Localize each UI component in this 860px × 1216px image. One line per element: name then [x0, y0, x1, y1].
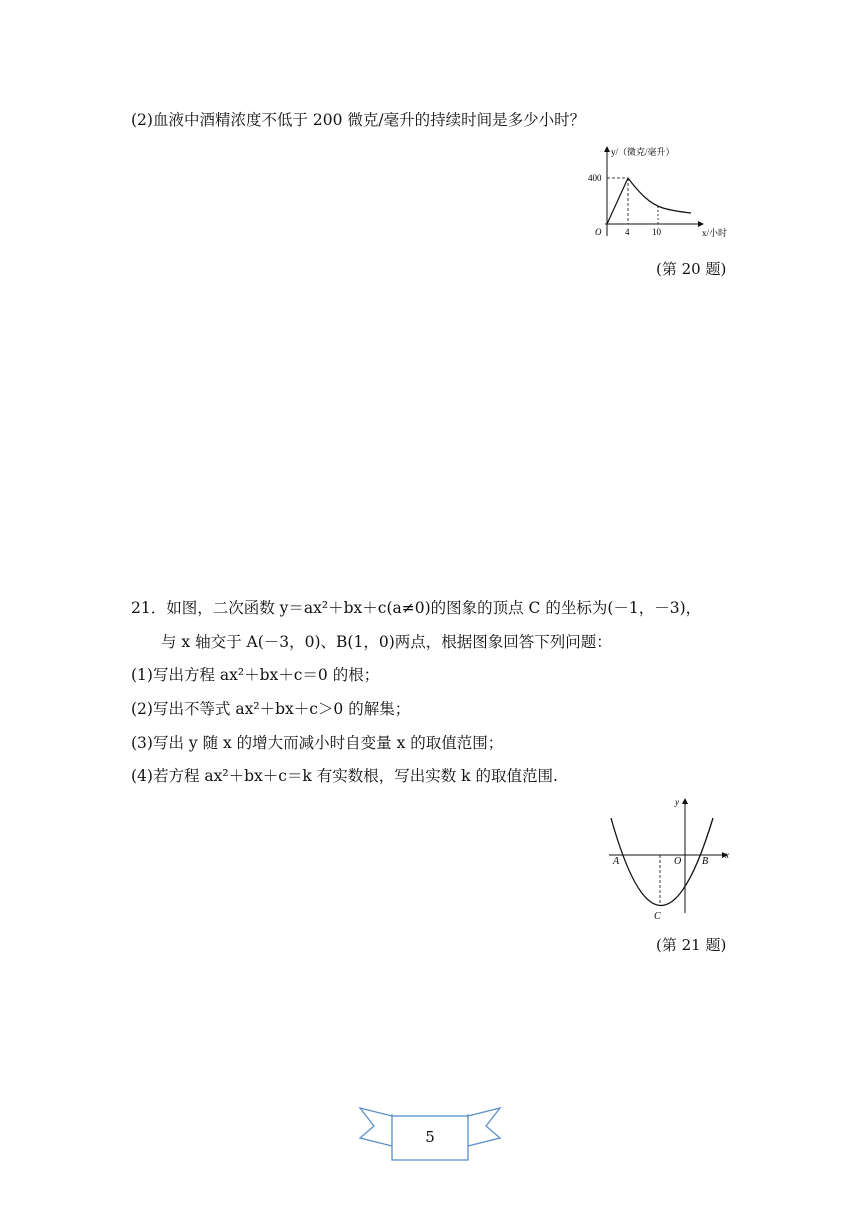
- q21-parabola: [611, 818, 713, 906]
- q20-y-tick: 400: [588, 173, 602, 183]
- q20-x-tick-10: 10: [652, 227, 661, 237]
- q21-caption: (第 21 题): [656, 936, 727, 954]
- q21-part2: (2)写出不等式 ax²＋bx＋c＞0 的解集；: [131, 700, 411, 718]
- q21-graph: [605, 793, 735, 925]
- q20-origin: O: [595, 227, 602, 237]
- q21-part4: (4)若方程 ax²＋bx＋c＝k 有实数根，写出实数 k 的取值范围.: [131, 767, 558, 785]
- q21-part1: (1)写出方程 ax²＋bx＋c＝0 的根；: [131, 666, 380, 684]
- q21-origin: O: [674, 856, 682, 867]
- q21-stem-line1: 21．如图，二次函数 y＝ax²＋bx＋c(a≠0)的图象的顶点 C 的坐标为(－1，－3)，: [131, 599, 702, 617]
- q21-point-a: A: [613, 856, 620, 867]
- q21-vertex-c: C: [654, 911, 661, 922]
- page-number: 5: [425, 1128, 435, 1146]
- q20-x-tick-4: 4: [625, 227, 630, 237]
- q20-y-label: y/（微克/毫升）: [611, 147, 675, 157]
- q20-part2-text: (2)血液中酒精浓度不低于 200 微克/毫升的持续时间是多少小时？: [131, 111, 586, 129]
- q21-point-b: B: [702, 856, 709, 867]
- q21-part3: (3)写出 y 随 x 的增大而减小时自变量 x 的取值范围；: [131, 734, 504, 752]
- q20-caption: (第 20 题): [656, 260, 727, 278]
- q21-stem-line2: 与 x 轴交于 A(－3，0)、B(1，0)两点，根据图象回答下列问题：: [161, 633, 612, 651]
- q20-graph: [585, 142, 735, 242]
- q20-x-label: x/小时: [702, 228, 728, 238]
- q20-rising-segment: [607, 178, 628, 224]
- q21-x-axis-label: x: [725, 850, 729, 860]
- q20-decay-curve: [628, 178, 691, 213]
- q21-y-axis-label: y: [675, 797, 679, 807]
